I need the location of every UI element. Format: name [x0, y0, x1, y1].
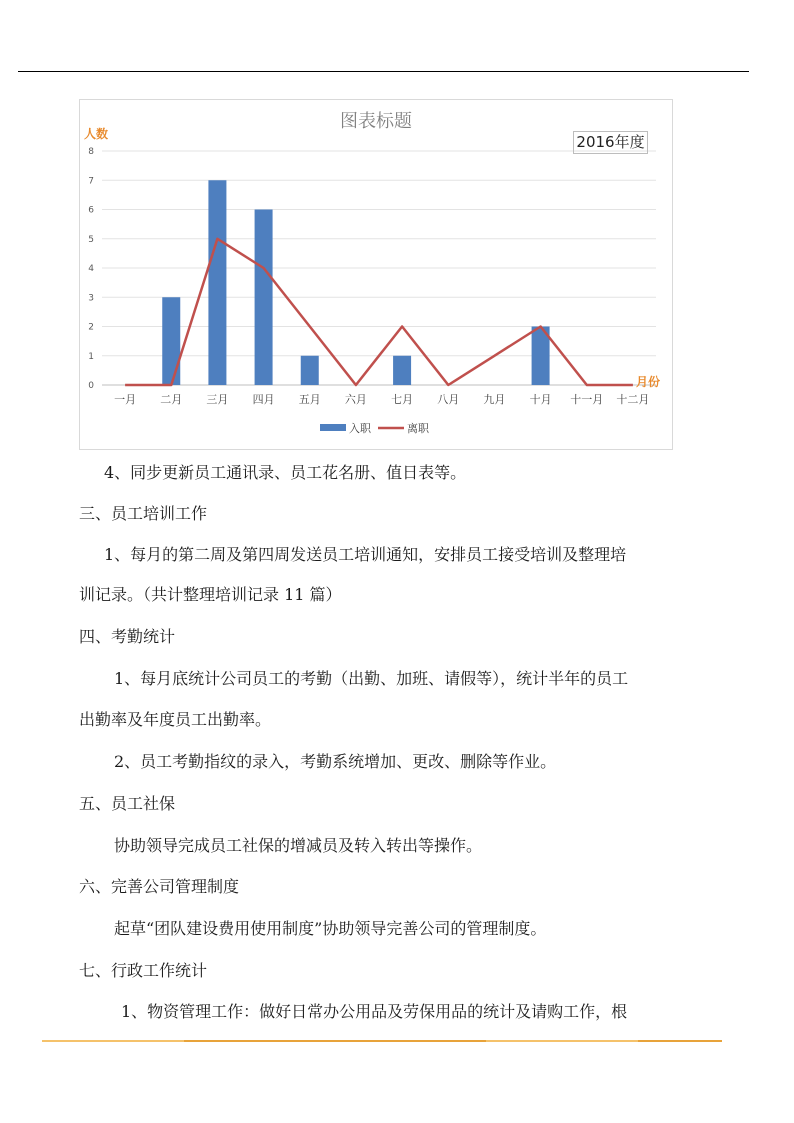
paragraph-management: 起草“团队建设费用使用制度”协助领导完善公司的管理制度。: [114, 919, 547, 938]
chart-container: [79, 99, 673, 450]
x-tick-label: 十一月: [570, 393, 604, 406]
bar-五月: [301, 356, 319, 385]
paragraph-attendance-1: 1、每月底统计公司员工的考勤（出勤、加班、请假等），统计半年的员工: [114, 669, 629, 688]
y-axis-label: 人数: [84, 127, 109, 141]
x-tick-label: 四月: [252, 393, 275, 406]
legend-swatch-hire: [320, 424, 346, 431]
bar-七月: [393, 356, 411, 385]
x-tick-label: 十二月: [616, 393, 650, 406]
y-tick-label: 5: [88, 234, 94, 245]
legend-label-leave: 离职: [407, 422, 429, 435]
y-tick-label: 2: [88, 322, 94, 333]
header-rule: [18, 71, 749, 72]
y-tick-label: 4: [88, 264, 94, 274]
bar-二月: [162, 297, 180, 385]
y-tick-label: 3: [88, 293, 94, 304]
y-tick-label: 7: [88, 176, 94, 187]
x-tick-label: 五月: [298, 393, 321, 406]
bar-四月: [255, 210, 273, 386]
paragraph-1: 4、同步更新员工通讯录、员工花名册、值日表等。: [104, 463, 467, 482]
heading-management: 六、完善公司管理制度: [79, 877, 240, 896]
heading-training: 三、员工培训工作: [79, 504, 208, 523]
y-tick-label: 1: [88, 351, 94, 362]
x-tick-label: 十月: [529, 393, 552, 406]
x-tick-label: 六月: [344, 393, 367, 406]
paragraph-admin-1: 1、物资管理工作：做好日常办公用品及劳保用品的统计及请购工作，根: [121, 1002, 628, 1021]
legend-label-hire: 入职: [349, 422, 371, 435]
paragraph-training-1: 1、每月的第二周及第四周发送员工培训通知，安排员工接受培训及整理培: [104, 545, 627, 564]
paragraph-attendance-2: 出勤率及年度员工出勤率。: [79, 710, 272, 729]
line-series-leave: [125, 239, 633, 385]
y-tick-label: 0: [88, 381, 94, 391]
x-tick-label: 二月: [160, 393, 183, 406]
y-tick-label: 8: [88, 147, 94, 157]
paragraph-attendance-3: 2、员工考勤指纹的录入，考勤系统增加、更改、删除等作业。: [114, 752, 557, 771]
heading-social-security: 五、员工社保: [79, 794, 176, 813]
x-tick-label: 一月: [114, 393, 137, 406]
x-tick-label: 七月: [391, 393, 414, 406]
chart-title: 图表标题: [340, 111, 412, 132]
x-tick-label: 三月: [206, 393, 229, 406]
x-tick-label: 八月: [437, 393, 460, 406]
bar-三月: [208, 180, 226, 385]
heading-admin: 七、行政工作统计: [79, 961, 208, 980]
x-tick-label: 九月: [483, 393, 506, 406]
y-tick-label: 6: [88, 205, 94, 216]
year-label: 2016年度: [573, 131, 648, 154]
paragraph-training-2: 训记录。（共计整理培训记录 11 篇）: [79, 585, 342, 604]
heading-attendance: 四、考勤统计: [79, 627, 176, 646]
footer-rule: [42, 1040, 722, 1042]
paragraph-social-security: 协助领导完成员工社保的增减员及转入转出等操作。: [114, 836, 483, 855]
x-axis-label: 月份: [636, 375, 661, 389]
